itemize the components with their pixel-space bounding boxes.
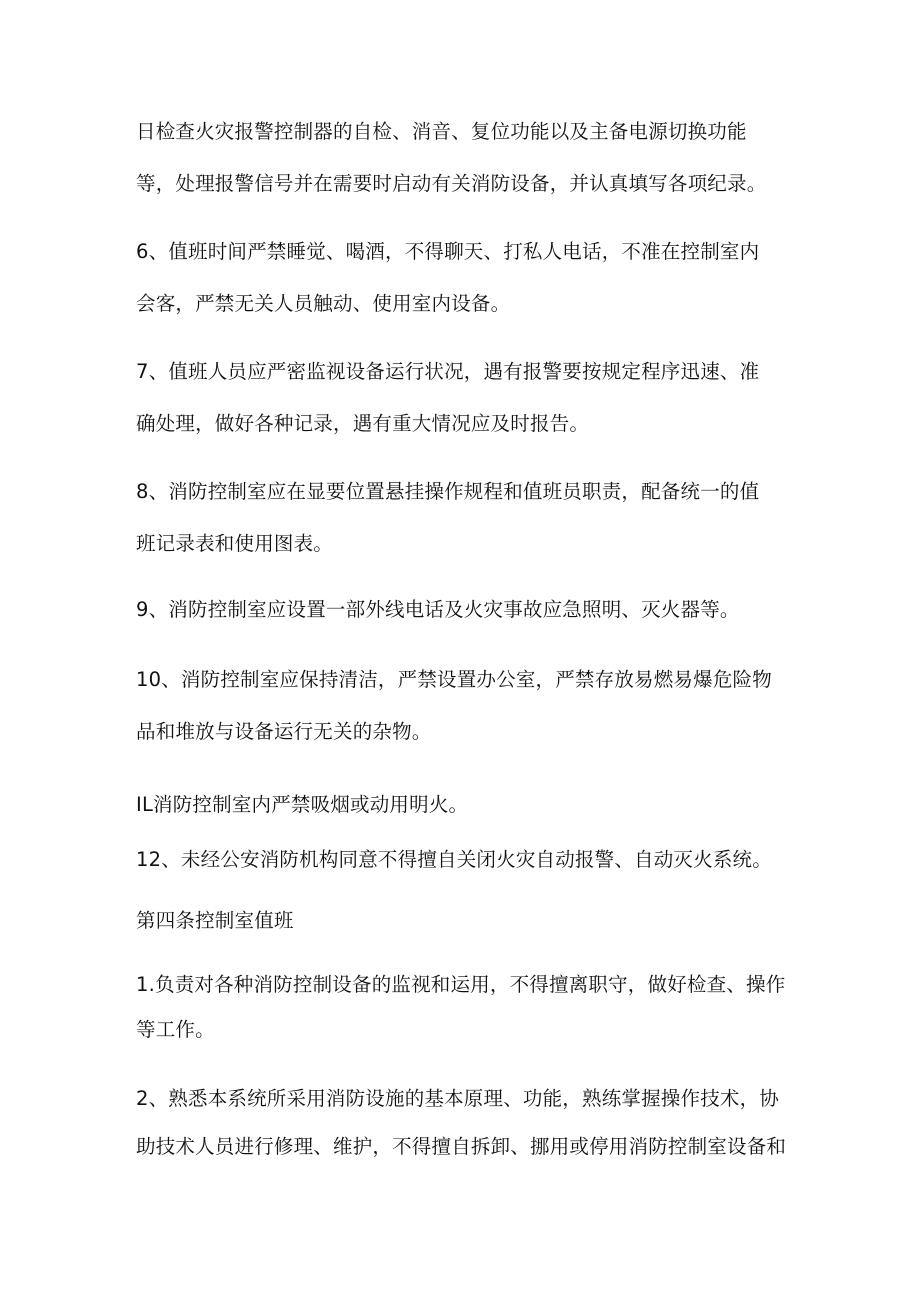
section-heading: 第四条控制室值班 [136,909,294,932]
text-line: 等工作。 [136,1018,215,1041]
text-line: 9、消防控制室应设置一部外线电话及火灾事故应急照明、灭火器等。 [136,598,740,621]
text-line: 日检查火灾报警控制器的自检、消音、复位功能以及主备电源切换功能 [136,120,747,143]
text-line: 确处理，做好各种记录，遇有重大情况应及时报告。 [136,412,590,435]
text-line: 8、消防控制室应在显要位置悬挂操作规程和值班员职责，配备统一的值 [136,480,760,503]
text-line: 6、值班时间严禁睡觉、喝酒，不得聊天、打私人电话，不准在控制室内 [136,240,760,263]
text-line: 品和堆放与设备运行无关的杂物。 [136,720,432,743]
text-line: 10、消防控制室应保持清洁，严禁设置办公室，严禁存放易燃易爆危险物 [136,668,772,691]
text-line: 12、未经公安消防机构同意不得擅自关闭火灾自动报警、自动灭火系统。 [136,848,772,871]
text-line: 7、值班人员应严密监视设备运行状况，遇有报警要按规定程序迅速、准 [136,360,760,383]
text-line: 会客，严禁无关人员触动、使用室内设备。 [136,292,511,315]
text-line: 班记录表和使用图表。 [136,532,334,555]
text-line: 等，处理报警信号并在需要时启动有关消防设备，并认真填写各项纪录。 [136,172,767,195]
text-line: IL消防控制室内严禁吸烟或动用明火。 [136,793,469,816]
text-line: 2、熟悉本系统所采用消防设施的基本原理、功能，熟练掌握操作技术，协 [136,1087,780,1110]
text-line: 1.负责对各种消防控制设备的监视和运用，不得擅离职守，做好检查、操作 [136,973,786,996]
text-line: 助技术人员进行修理、维护，不得擅自拆卸、挪用或停用消防控制室设备和 [136,1135,787,1158]
